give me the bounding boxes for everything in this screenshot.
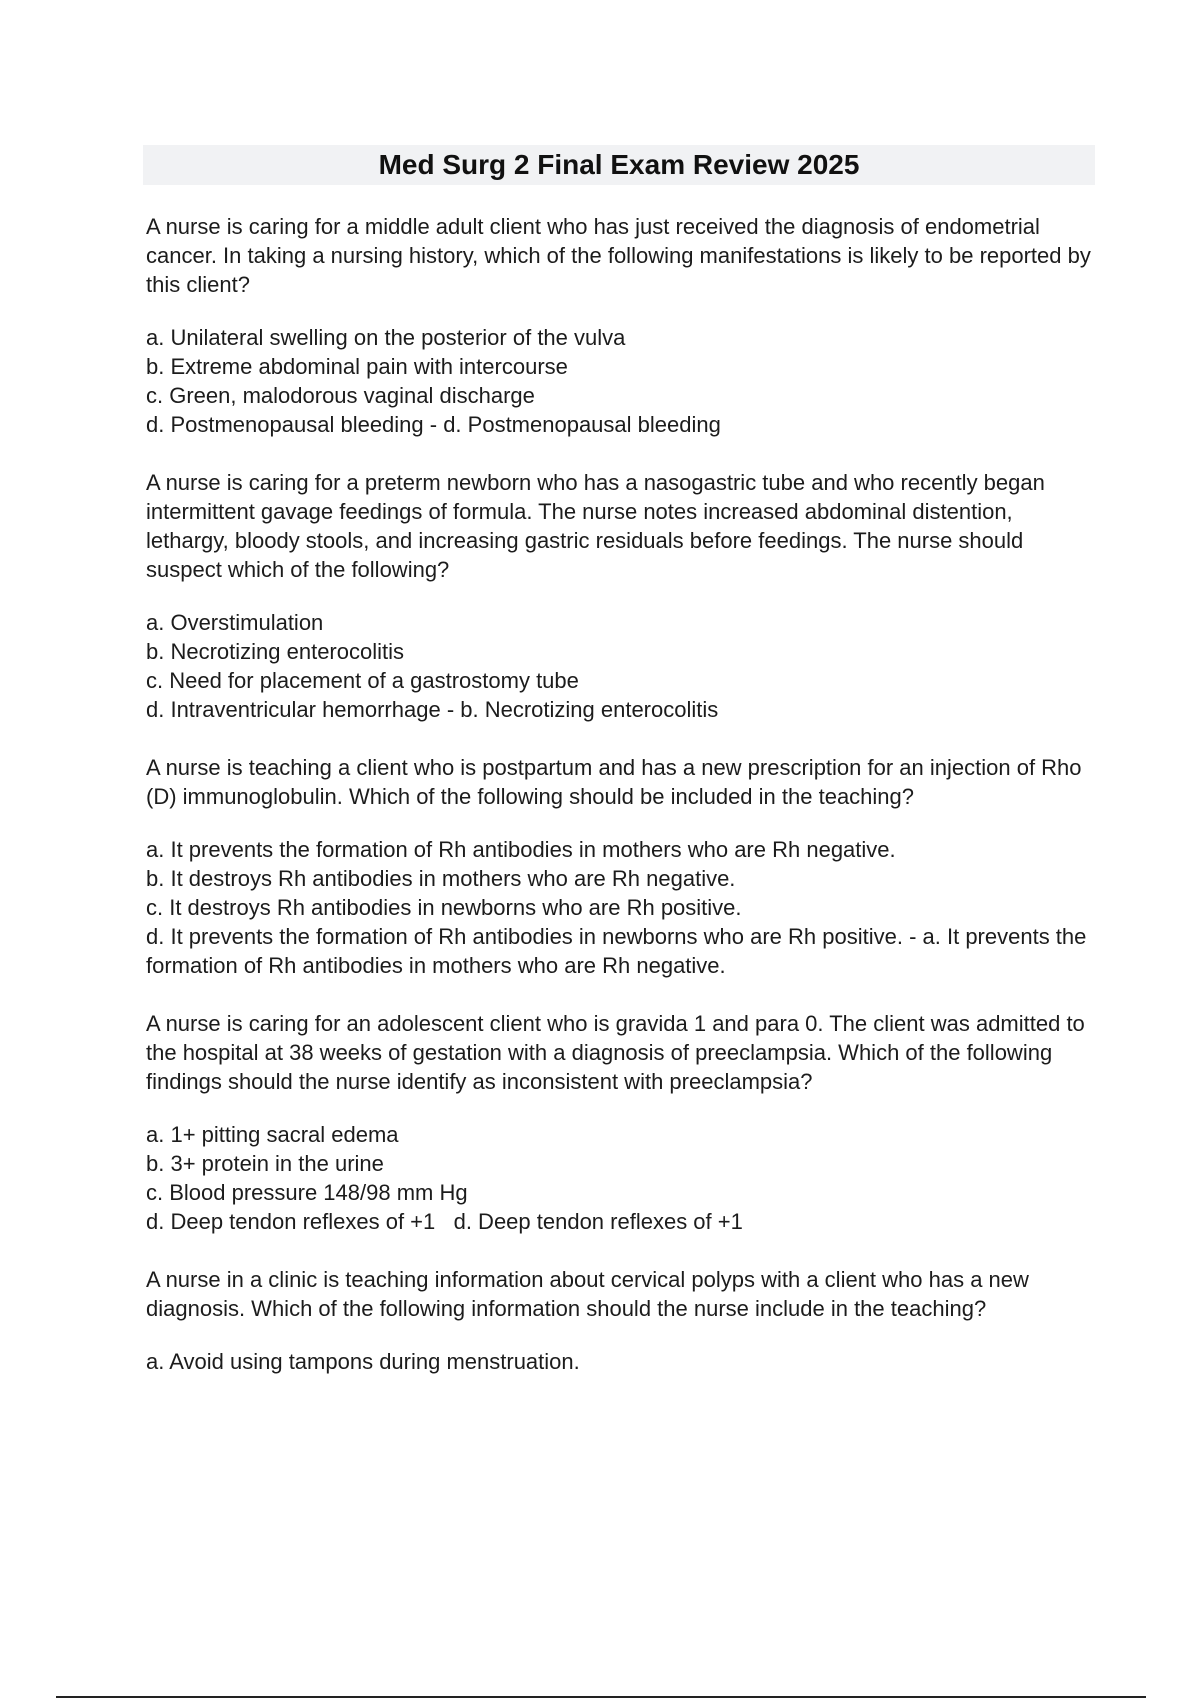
answer-option: b. Extreme abdominal pain with intercourse bbox=[146, 354, 568, 379]
question-text-4: A nurse is caring for an adolescent client who is gravida 1 and para 0. The client was admitted to the hospital at 38 weeks of gestation with a diagnosis of preeclampsia. Which of the following findings should the nurse identify as inconsistent with preeclampsia? bbox=[146, 1011, 1085, 1094]
answer-option: d. Postmenopausal bleeding - d. Postmenopausal bleeding bbox=[146, 412, 721, 437]
answer-options-5 bbox=[146, 1347, 1096, 1376]
answer-option: d. Intraventricular hemorrhage - b. Necrotizing enterocolitis bbox=[146, 697, 719, 722]
question-list bbox=[146, 212, 1096, 1405]
answer-options-1 bbox=[146, 323, 1096, 439]
answer-option: a. It prevents the formation of Rh antibodies in mothers who are Rh negative. bbox=[146, 837, 896, 862]
answer-options-2 bbox=[146, 608, 1096, 724]
question-text-5: A nurse in a clinic is teaching information about cervical polyps with a client who has a new diagnosis. Which of the following information should the nurse include in the teaching? bbox=[146, 1267, 1029, 1321]
answer-option: a. 1+ pitting sacral edema bbox=[146, 1122, 399, 1147]
answer-option: a. Overstimulation bbox=[146, 610, 324, 635]
answer-option: d. Deep tendon reflexes of +1 d. Deep tendon reflexes of +1 bbox=[146, 1209, 743, 1234]
answer-option: b. 3+ protein in the urine bbox=[146, 1151, 384, 1176]
answer-options-3 bbox=[146, 835, 1096, 980]
answer-option: a. Avoid using tampons during menstruation. bbox=[146, 1349, 580, 1374]
answer-option: c. Need for placement of a gastrostomy tube bbox=[146, 668, 579, 693]
answer-option: b. It destroys Rh antibodies in mothers who are Rh negative. bbox=[146, 866, 736, 891]
answer-option: b. Necrotizing enterocolitis bbox=[146, 639, 405, 664]
question-text-2: A nurse is caring for a preterm newborn who has a nasogastric tube and who recently began intermittent gavage feedings of formula. The nurse notes increased abdominal distention, lethargy, bloody stools, and increasing gastric residuals before feedings. The nurse should suspect which of the following? bbox=[146, 470, 1045, 582]
answer-options-4 bbox=[146, 1120, 1096, 1236]
answer-option: a. Unilateral swelling on the posterior of the vulva bbox=[146, 325, 626, 350]
answer-option: c. Blood pressure 148/98 mm Hg bbox=[146, 1180, 468, 1205]
document-title: Med Surg 2 Final Exam Review 2025 bbox=[378, 149, 860, 180]
answer-option: d. It prevents the formation of Rh antibodies in newborns who are Rh positive. - a. It prevents the formation of Rh antibodies in mothers who are Rh negative. bbox=[146, 924, 1087, 978]
question-text-3: A nurse is teaching a client who is postpartum and has a new prescription for an injection of Rho (D) immunoglobulin. Which of the following should be included in the teaching? bbox=[146, 755, 1082, 809]
answer-option: c. Green, malodorous vaginal discharge bbox=[146, 383, 535, 408]
question-text-1: A nurse is caring for a middle adult client who has just received the diagnosis of endometrial cancer. In taking a nursing history, which of the following manifestations is likely to be reported by this client? bbox=[146, 214, 1091, 297]
answer-option: c. It destroys Rh antibodies in newborns who are Rh positive. bbox=[146, 895, 742, 920]
footer-divider bbox=[56, 1696, 1146, 1698]
